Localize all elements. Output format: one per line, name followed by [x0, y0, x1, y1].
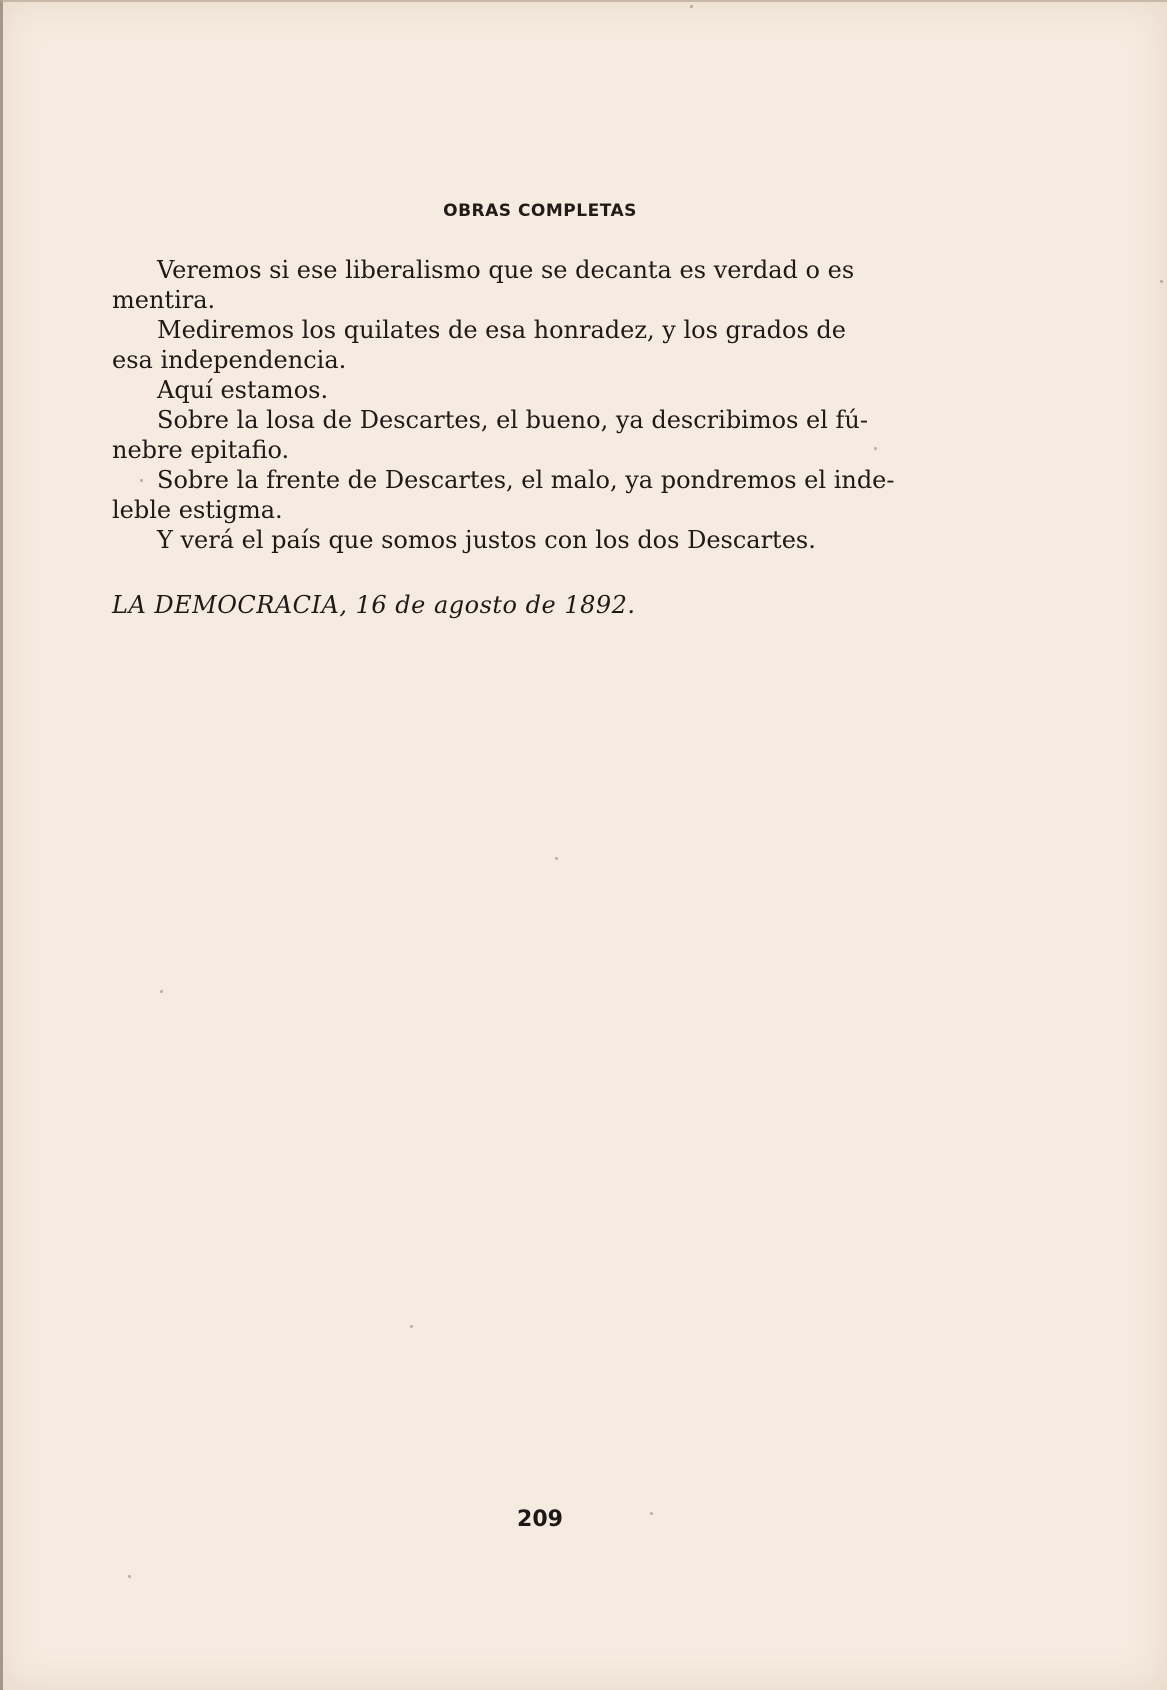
paper-speck — [650, 1512, 653, 1515]
paper-speck — [128, 1575, 131, 1578]
paragraph-2 — [112, 315, 967, 375]
paragraph-1 — [112, 255, 967, 315]
paragraph-6 — [157, 525, 967, 555]
page-edge-top — [0, 0, 1167, 2]
paragraph-2-line-1: Mediremos los quilates de esa honradez, y los grados de — [157, 316, 846, 344]
paper-speck — [555, 857, 558, 860]
paragraph-4-line-1: Sobre la losa de Descartes, el bueno, ya describimos el fú- — [157, 406, 868, 434]
paragraph-1-line-2: mentira. — [112, 286, 216, 314]
paragraph-1-line-1: Veremos si ese liberalismo que se decanta es verdad o es — [157, 256, 855, 284]
paragraph-2-line-2: esa independencia. — [112, 346, 347, 374]
source-citation: LA DEMOCRACIA, 16 de agosto de 1892. — [112, 591, 636, 619]
paragraph-3-line-1: Aquí estamos. — [157, 376, 329, 404]
page-number: 209 — [517, 1507, 563, 1532]
paper-speck — [1160, 280, 1163, 283]
paper-speck — [160, 990, 163, 993]
paper-speck — [874, 447, 877, 450]
running-head: OBRAS COMPLETAS — [443, 201, 637, 221]
paragraph-4 — [112, 405, 967, 465]
paragraph-6-line-1: Y verá el país que somos justos con los dos Descartes. — [157, 526, 816, 554]
paragraph-3 — [157, 375, 967, 405]
paper-speck — [410, 1325, 413, 1328]
page-edge-left — [0, 0, 3, 1690]
body-text — [112, 255, 967, 555]
paper-speck — [690, 5, 693, 8]
paper-speck — [140, 479, 143, 482]
paragraph-5 — [112, 465, 967, 525]
paragraph-4-line-2: nebre epitafio. — [112, 436, 290, 464]
paragraph-5-line-2: leble estigma. — [112, 496, 283, 524]
paragraph-5-line-1: Sobre la frente de Descartes, el malo, ya pondremos el inde- — [157, 466, 895, 494]
